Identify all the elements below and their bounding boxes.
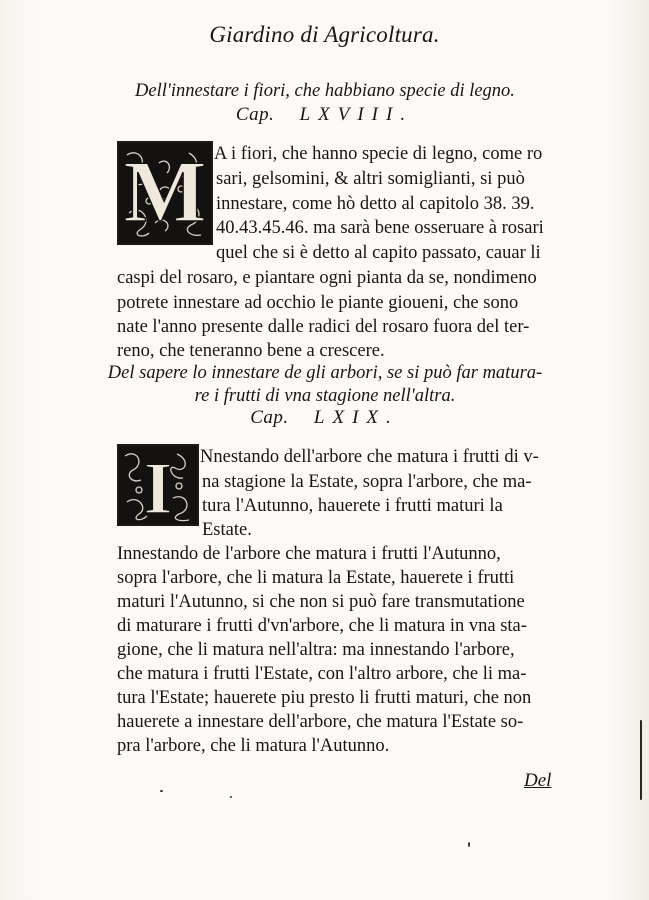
chapter-69-cap-label: Cap. <box>250 407 289 428</box>
chapter-69-cap-number: LXIX. <box>313 407 399 428</box>
ch69-line-8: di maturare i frutti d'vn'arbore, che li matura in vna sta- <box>117 616 527 636</box>
initial-i-ornament <box>119 446 197 524</box>
ch68-line-3: innestare, come hò detto al capitolo 38. 39. <box>216 194 535 214</box>
ch68-line-4: 40.43.45.46. ma sarà bene osseruare à rosari <box>216 218 544 238</box>
ch69-line-11: tura l'Estate; hauerete piu presto li frutti maturi, che non <box>117 688 532 708</box>
decorated-initial-m <box>117 141 213 245</box>
chapter-69-title-line-1: Del sapere lo innestare de gli arbori, se si può far matura- <box>107 363 543 383</box>
ch69-line-7: maturi l'Autunno, si che non si può fare transmutatione <box>117 592 525 612</box>
ch68-line-7: potrete innestare ad occhio le piante gioueni, che sono <box>117 293 519 313</box>
ch69-line-12: hauerete a innestare dell'arbore, che matura l'Estate so- <box>117 712 524 732</box>
chapter-68-title: Dell'innestare i fiori, che habbiano specie di legno. <box>135 81 515 101</box>
ch68-line-6: caspi del rosaro, e piantare ogni pianta da se, nondimeno <box>117 268 537 288</box>
initial-m-letter: M <box>123 144 207 241</box>
catchword: Del <box>524 770 552 791</box>
chapter-69-cap-line <box>0 407 649 429</box>
chapter-68-cap-line <box>0 104 649 126</box>
ch69-line-6: sopra l'arbore, che li matura la Estate, hauerete i frutti <box>117 568 515 588</box>
initial-i-letter: I <box>143 448 173 524</box>
chapter-69-title-line-2: re i frutti di vna stagione nell'altra. <box>194 386 456 406</box>
ch69-line-1: Nnestando dell'arbore che matura i frutti di v- <box>200 447 539 467</box>
ch68-line-1: A i fiori, che hanno specie di legno, come ro <box>214 144 543 164</box>
paper-speck <box>468 842 470 847</box>
ch68-line-8: nate l'anno presente dalle radici del rosaro fuora del ter- <box>117 317 530 337</box>
paper-speck <box>230 796 232 798</box>
chapter-68-cap-number: LXVIII. <box>299 104 414 125</box>
ch68-line-2: sari, gelsomini, & altri somiglianti, si può <box>216 169 525 189</box>
running-header: Giardino di Agricoltura. <box>209 22 440 47</box>
ch69-line-2: na stagione la Estate, sopra l'arbore, che ma- <box>202 472 532 492</box>
ch69-line-10: che matura i frutti l'Estate, con l'altro arbore, che li ma- <box>117 664 527 684</box>
ch68-line-5: quel che si è detto al capito passato, cauar li <box>216 243 541 263</box>
ch69-line-4: Estate. <box>202 520 252 540</box>
initial-m-ornament <box>119 143 211 243</box>
paper-speck <box>160 790 163 792</box>
ch69-line-9: gione, che li matura nell'altra: ma innestando l'arbore, <box>117 640 515 660</box>
ch69-line-5: Innestando de l'arbore che matura i frutti l'Autunno, <box>117 544 501 564</box>
ch69-line-3: tura l'Autunno, hauerete i frutti maturi la <box>202 496 503 516</box>
chapter-68-cap-label: Cap. <box>235 104 275 125</box>
decorated-initial-i <box>117 444 199 526</box>
ch68-line-9: reno, che teneranno bene a crescere. <box>117 341 385 361</box>
page-edge-shadow <box>640 720 642 800</box>
ch69-line-13: pra l'arbore, che li matura l'Autunno. <box>117 736 390 756</box>
